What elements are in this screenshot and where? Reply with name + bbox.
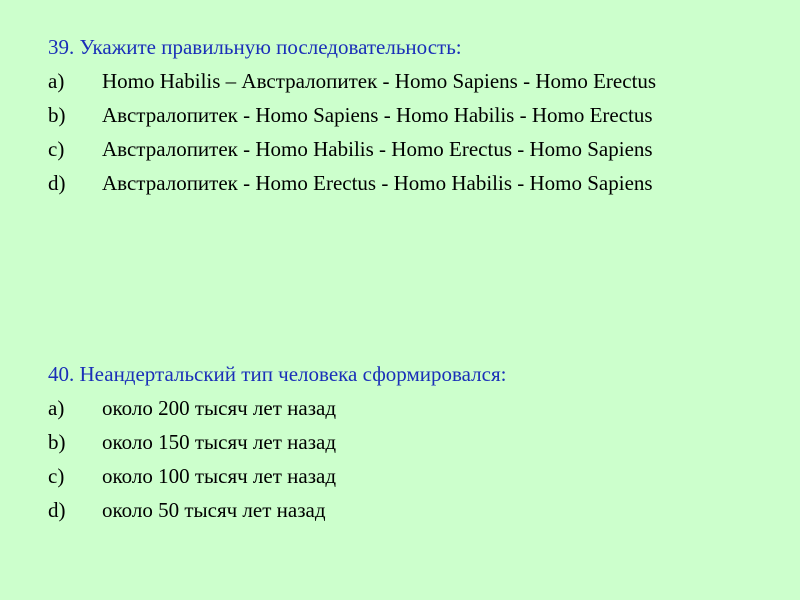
question-40-option-b bbox=[48, 428, 752, 457]
question-39-option-c bbox=[48, 135, 752, 164]
option-letter: b) bbox=[48, 103, 66, 127]
question-40 bbox=[48, 359, 752, 525]
option-text: около 200 тысяч лет назад bbox=[102, 396, 337, 420]
option-text: около 150 тысяч лет назад bbox=[102, 430, 337, 454]
option-letter: d) bbox=[48, 498, 66, 522]
question-40-option-d bbox=[48, 496, 752, 525]
question-39-option-a bbox=[48, 67, 752, 96]
question-40-option-c bbox=[48, 462, 752, 491]
question-39-title: 39. Укажите правильную последовательность: bbox=[48, 35, 462, 59]
option-letter: b) bbox=[48, 430, 66, 454]
question-39-option-b bbox=[48, 101, 752, 130]
option-letter: a) bbox=[48, 69, 65, 93]
question-40-title: 40. Неандертальский тип человека сформировался: bbox=[48, 362, 507, 386]
option-text: Австралопитек - Homo Erectus - Homo Habilis - Homo Sapiens bbox=[102, 171, 653, 195]
option-text: Австралопитек - Homo Sapiens - Homo Habilis - Homo Erectus bbox=[102, 103, 653, 127]
option-text: Австралопитек - Homo Habilis - Homo Erectus - Homo Sapiens bbox=[102, 137, 653, 161]
option-text: около 50 тысяч лет назад bbox=[102, 498, 326, 522]
option-text: Homo Habilis – Австралопитек - Homo Sapiens - Homo Erectus bbox=[102, 69, 657, 93]
option-letter: a) bbox=[48, 396, 65, 420]
option-letter: c) bbox=[48, 137, 65, 161]
option-text: около 100 тысяч лет назад bbox=[102, 464, 337, 488]
option-letter: d) bbox=[48, 171, 66, 195]
question-40-option-a bbox=[48, 394, 752, 423]
question-39-option-d bbox=[48, 169, 752, 198]
question-39 bbox=[48, 32, 752, 198]
option-letter: c) bbox=[48, 464, 65, 488]
